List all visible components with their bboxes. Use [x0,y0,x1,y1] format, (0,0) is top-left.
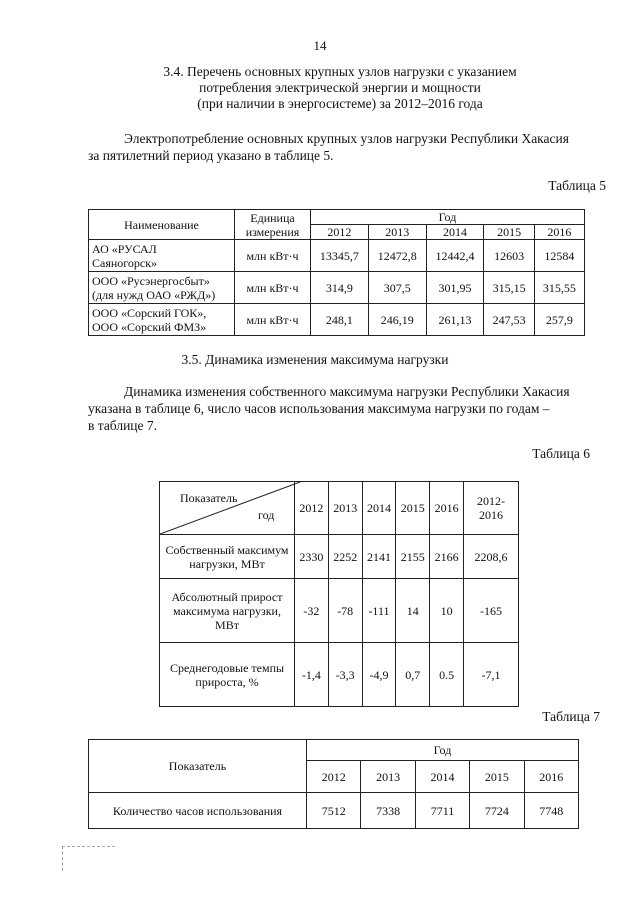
t6-cell: 10 [430,579,464,643]
t5-cell: 247,53 [484,304,534,336]
heading-line: 3.4. Перечень основных крупных узлов нагрузки с указанием [163,64,517,79]
t7-cell: 7748 [524,793,578,829]
t5-cell: 315,55 [534,272,584,304]
t7-year-header: 2012 [307,761,361,793]
t5-header-unit [235,210,311,240]
t6-row-label [160,579,295,643]
t7-cell: 7724 [470,793,524,829]
t5-header-unit-line: измерения [245,224,300,239]
t5-cell: 307,5 [368,272,426,304]
t5-header-name: Наименование [89,210,235,240]
paragraph-line: Электропотребление основных крупных узлов нагрузки Республики Хакасия [124,131,569,146]
t5-cell: 12442,4 [426,240,484,272]
t5-cell: 13345,7 [311,240,369,272]
section-3-5-paragraph [88,383,608,434]
table-5 [88,209,585,336]
t6-cell: -32 [295,579,329,643]
t6-row-label-line: МВт [215,617,239,632]
t6-row-label-line: максимума нагрузки, [173,603,281,618]
t7-cell: 7512 [307,793,361,829]
t6-year-header: 2015 [396,482,430,535]
t7-year-header: 2014 [415,761,469,793]
t7-year-header: 2015 [470,761,524,793]
t7-cell: 7711 [415,793,469,829]
t7-header-name: Показатель [89,740,307,793]
t5-row-name-line: ООО «Сорский ФМЗ» [92,319,207,334]
paragraph-line: в таблице 7. [88,418,158,433]
heading-line: (при наличии в энергосистеме) за 2012–2016 года [197,96,483,111]
t5-cell: 246,19 [368,304,426,336]
t5-year-header: 2013 [368,225,426,240]
table-row [89,240,585,272]
t6-cell: -1,4 [295,643,329,707]
t6-corner-cell [160,482,295,535]
section-3-5-heading: 3.5. Динамика изменения максимума нагрузки [181,352,449,367]
t6-row-label-line: Среднегодовые темпы [169,660,285,675]
t6-avg-cell: -7,1 [464,643,519,707]
t5-row-name-line: (для нужд ОАО «РЖД») [92,287,216,302]
table-6 [159,481,519,707]
t5-year-header: 2014 [426,225,484,240]
t5-cell: 314,9 [311,272,369,304]
t6-cell: 2155 [396,535,430,579]
t6-year-header: 2016 [430,482,464,535]
t6-year-header: 2012 [295,482,329,535]
heading-line: потребления электрической энергии и мощности [199,80,481,95]
t6-cell: 2252 [328,535,362,579]
table-row [89,272,585,304]
t6-year-header: 2013 [328,482,362,535]
t6-cell: -4,9 [362,643,396,707]
section-3-4-paragraph [88,130,608,164]
table-row [160,579,519,643]
t6-year-header: 2014 [362,482,396,535]
t6-row-label [160,535,295,579]
t5-header-year: Год [311,210,585,225]
t5-cell: 248,1 [311,304,369,336]
t6-row-label-line: Собственный максимум [165,542,289,557]
t6-cell: -78 [328,579,362,643]
t6-row-label-line: Абсолютный прирост [171,589,283,604]
t5-cell: 12472,8 [368,240,426,272]
t6-cell: 2166 [430,535,464,579]
t6-cell: 0,7 [396,643,430,707]
t6-avg-header-line: 2012- [477,494,505,508]
t5-row-unit: млн кВт·ч [235,272,311,304]
t5-row-name-line: Саяногорск» [92,255,158,270]
t5-cell: 301,95 [426,272,484,304]
t6-cell: -3,3 [328,643,362,707]
t5-cell: 261,13 [426,304,484,336]
faint-stamp [62,846,115,871]
t6-avg-header [464,482,519,535]
t7-header-year: Год [307,740,579,761]
t6-diagonal-line [160,482,301,535]
paragraph-line: Динамика изменения собственного максимума нагрузки Республики Хакасия [124,384,570,399]
t6-row-label-line: нагрузки, МВт [189,556,265,571]
t6-row-label-line: прироста, % [195,674,259,689]
t6-cell: 2141 [362,535,396,579]
t5-year-header: 2012 [311,225,369,240]
t5-row-name-line: ООО «Русэнергосбыт» [92,273,210,288]
t6-row-label [160,643,295,707]
t5-cell: 12584 [534,240,584,272]
t5-cell: 12603 [484,240,534,272]
t7-year-header: 2013 [361,761,415,793]
t5-cell: 315,15 [484,272,534,304]
table6-caption: Таблица 6 [532,446,590,461]
paragraph-line: указана в таблице 6, число часов использования максимума нагрузки по годам – [88,401,550,416]
t6-cell: -111 [362,579,396,643]
t5-header-unit-line: Единица [250,210,295,225]
t5-year-header: 2016 [534,225,584,240]
t6-avg-cell: 2208,6 [464,535,519,579]
table5-caption: Таблица 5 [548,178,606,193]
t5-row-unit: млн кВт·ч [235,240,311,272]
t7-year-header: 2016 [524,761,578,793]
table-7 [88,739,579,829]
t6-avg-cell: -165 [464,579,519,643]
t6-avg-header-line: 2016 [479,508,503,522]
page-number: 14 [313,38,327,53]
t5-row-name [89,272,235,304]
t7-row-label: Количество часов использования [89,793,307,829]
t6-cell: 14 [396,579,430,643]
t6-corner-bottom: год [258,508,275,522]
table-row [160,535,519,579]
table-row [89,793,579,829]
t5-year-header: 2015 [484,225,534,240]
t5-row-name-line: ООО «Сорский ГОК», [92,305,207,320]
table-row [89,304,585,336]
t6-corner-top: Показатель [180,491,238,505]
t6-cell: 2330 [295,535,329,579]
t5-row-name [89,304,235,336]
t5-row-unit: млн кВт·ч [235,304,311,336]
t6-cell: 0.5 [430,643,464,707]
table7-caption: Таблица 7 [542,709,600,724]
t7-cell: 7338 [361,793,415,829]
table-row [160,643,519,707]
t5-row-name-line: АО «РУСАЛ [92,241,157,256]
t5-cell: 257,9 [534,304,584,336]
paragraph-line: за пятилетний период указано в таблице 5. [88,148,334,163]
section-3-4-heading [90,64,590,112]
t5-row-name [89,240,235,272]
